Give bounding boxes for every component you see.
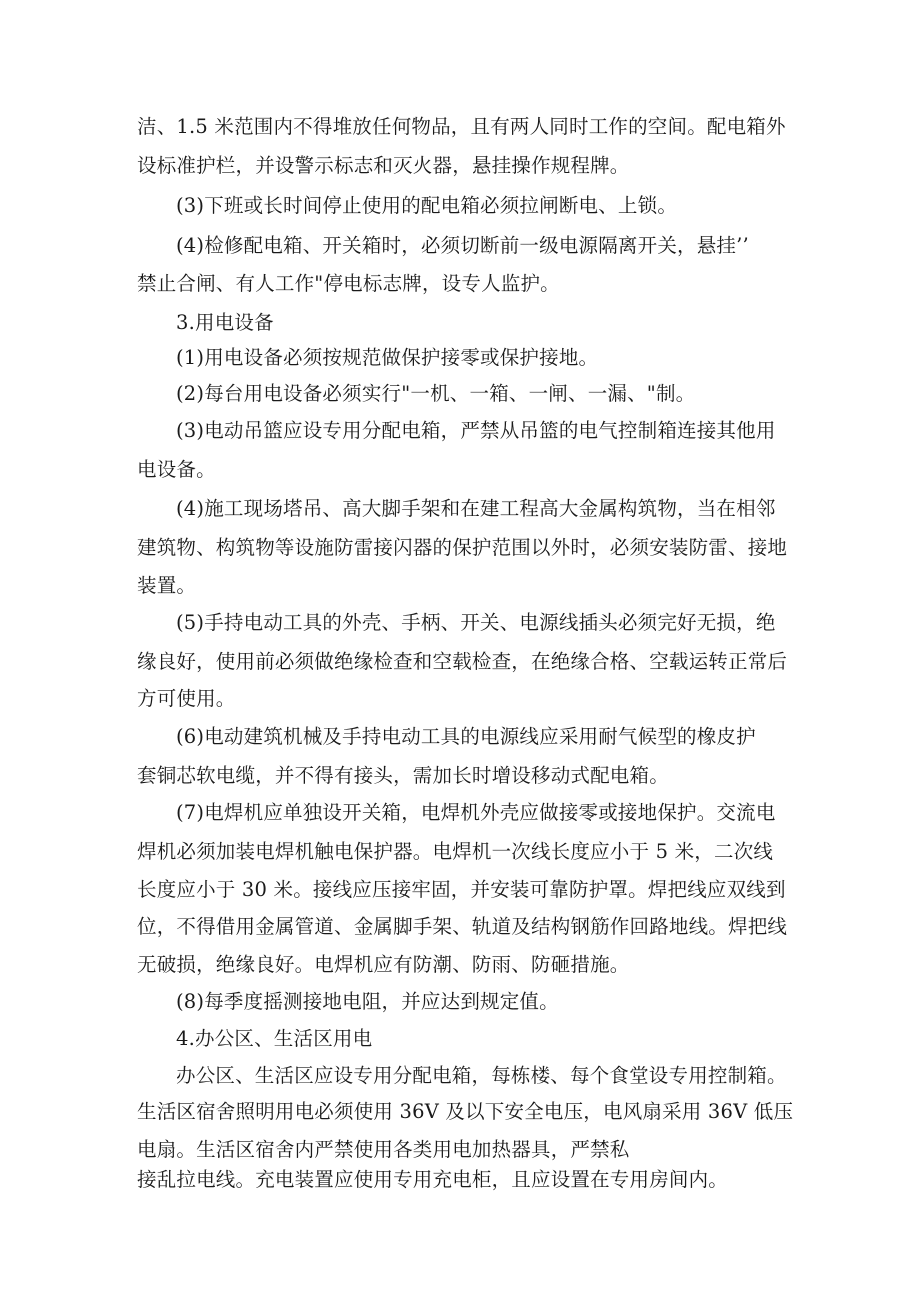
text-line: (4)施工现场塔吊、高大脚手架和在建工程高大金属构筑物，当在相邻 xyxy=(176,497,776,520)
text-line: 建筑物、构筑物等设施防雷接闪器的保护范围以外时，必须安装防雷、接地 xyxy=(137,536,788,559)
text-line: 电设备。 xyxy=(137,458,216,481)
text-line: 生活区宿舍照明用电必须使用 36V 及以下安全电压，电风扇采用 36V 低压 xyxy=(137,1100,794,1123)
text-line: (7)电焊机应单独设开关箱，电焊机外壳应做接零或接地保护。交流电 xyxy=(176,801,776,824)
text-line: 洁、1.5 米范围内不得堆放任何物品，且有两人同时工作的空间。配电箱外 xyxy=(137,115,786,138)
text-line: 方可使用。 xyxy=(137,687,236,710)
text-line: (1)用电设备必须按规范做保护接零或保护接地。 xyxy=(176,346,599,369)
text-line: (4)检修配电箱、开关箱时，必须切断前一级电源隔离开关，悬挂’’ xyxy=(176,234,749,257)
text-line: (8)每季度摇测接地电阻，并应达到规定值。 xyxy=(176,990,559,1013)
text-line: 设标准护栏，并设警示标志和灭火器，悬挂操作规程牌。 xyxy=(137,154,630,177)
text-line: 焊机必须加装电焊机触电保护器。电焊机一次线长度应小于 5 米，二次线 xyxy=(137,840,774,863)
text-line: (3)电动吊篮应设专用分配电箱，严禁从吊篮的电气控制箱连接其他用 xyxy=(176,419,776,442)
text-line: 长度应小于 30 米。接线应压接牢固，并安装可靠防护罩。焊把线应双线到 xyxy=(137,878,786,901)
section-heading: 4.办公区、生活区用电 xyxy=(176,1027,373,1050)
text-line: (6)电动建筑机械及手持电动工具的电源线应采用耐气候型的橡皮护 xyxy=(176,725,756,748)
text-line: 办公区、生活区应设专用分配电箱，每栋楼、每个食堂设专用控制箱。 xyxy=(176,1064,787,1087)
text-line: (3)下班或长时间停止使用的配电箱必须拉闸断电、上锁。 xyxy=(176,194,678,217)
text-line: 缘良好，使用前必须做绝缘检查和空载检查，在绝缘合格、空载运转正常后 xyxy=(137,650,788,673)
text-line: 电扇。生活区宿舍内严禁使用各类用电加热器具，严禁私 xyxy=(137,1138,630,1161)
text-line: (2)每台用电设备必须实行"一机、一箱、一闸、一漏、"制。 xyxy=(176,382,696,405)
text-line: 装置。 xyxy=(137,574,197,597)
section-heading: 3.用电设备 xyxy=(176,311,274,334)
text-line: 禁止合闸、有人工作"停电标志牌，设专人监护。 xyxy=(137,272,560,295)
text-line: 无破损，绝缘良好。电焊机应有防潮、防雨、防砸措施。 xyxy=(137,953,630,976)
text-line: 接乱拉电线。充电装置应使用专用充电柜，且应设置在专用房间内。 xyxy=(137,1168,729,1191)
text-line: (5)手持电动工具的外壳、手柄、开关、电源线插头必须完好无损，绝 xyxy=(176,611,776,634)
text-line: 套铜芯软电缆，并不得有接头，需加长时增设移动式配电箱。 xyxy=(137,764,669,787)
text-line: 位，不得借用金属管道、金属脚手架、轨道及结构钢筋作回路地线。焊把线 xyxy=(137,915,788,938)
